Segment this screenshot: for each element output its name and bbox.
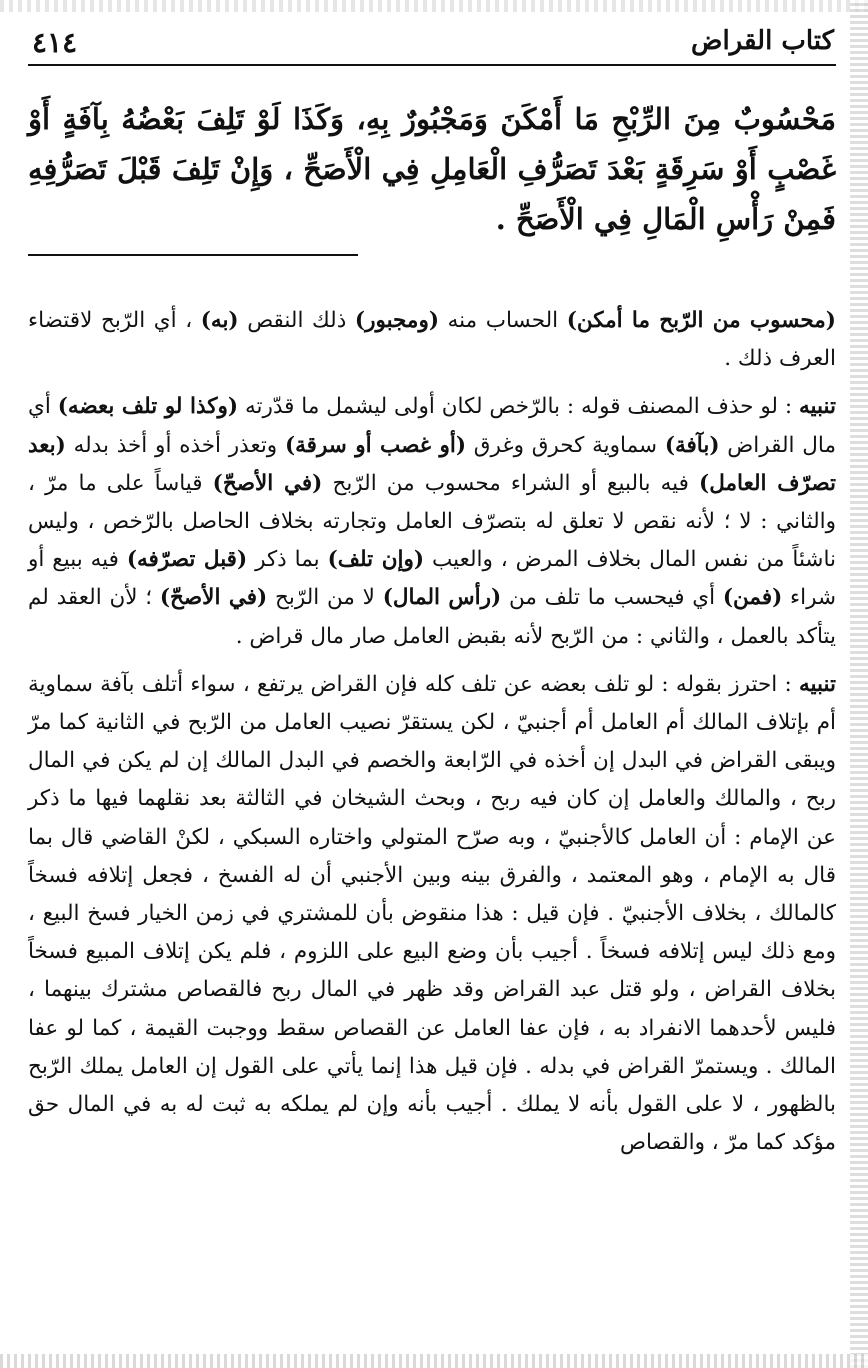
sharh-commentary <box>28 302 836 1162</box>
commentary-text: وتعذر أخذه أو أخذ بدله <box>65 432 285 458</box>
page-scan-edge-right <box>850 0 868 1368</box>
quoted-matn: (قبل تصرّفه) <box>126 547 248 573</box>
commentary-text: قياساً على ما مرّ ، والثاني : لا ؛ لأنه نقص لا تعلق له بتصرّف العامل وتجارته بخلاف الحاصل بالرّخص ، وليس ناشئاً من نفس المال بخلاف المرض ، والعيب <box>28 470 836 573</box>
chapter-title: كتاب القراض <box>691 26 834 56</box>
commentary-text: فيه ببيع أو شراء <box>28 547 836 611</box>
quoted-matn: (بعد تصرّف العامل) <box>28 432 836 496</box>
sharh-paragraph-1 <box>28 302 836 378</box>
commentary-text: الحساب منه <box>439 308 567 333</box>
quoted-matn: (في الأصحّ) <box>212 470 323 496</box>
note-heading: تنبيه <box>799 394 836 420</box>
header-rule <box>28 64 836 66</box>
commentary-text: أي مال القراض <box>28 394 836 458</box>
page-number: ٤١٤ <box>32 26 78 59</box>
quoted-matn: (وإن تلف) <box>327 547 425 573</box>
page-scan-edge-bottom <box>0 1354 868 1368</box>
quoted-matn: (فمن) <box>722 585 783 611</box>
commentary-text: ؛ لأن العقد لم يتأكد بالعمل ، والثاني : من الرّبح لأنه بقبض العامل صار مال قراض . <box>28 585 836 649</box>
commentary-text: ذلك النقص <box>238 308 355 333</box>
quoted-matn: (بآفة) <box>664 432 720 458</box>
commentary-text: بما ذكر <box>247 547 328 573</box>
quoted-matn: (رأس المال) <box>382 585 502 611</box>
matn-text-block <box>28 94 836 244</box>
book-page <box>28 14 836 1156</box>
commentary-text: سماوية كحرق وغرق <box>466 432 665 458</box>
sharh-paragraph-3 <box>28 666 836 1163</box>
quoted-matn: (في الأصحّ) <box>159 585 268 611</box>
footnote-separator <box>28 254 358 256</box>
commentary-text: ، أي الرّبح لاقتضاء العرف ذلك . <box>28 308 836 372</box>
quoted-matn: (به) <box>200 308 239 333</box>
commentary-text: فيه بالبيع أو الشراء محسوب من الرّبح <box>322 470 700 496</box>
quoted-matn: (محسوب من الرّبح ما أمكن) <box>566 308 836 333</box>
matn-paragraph: مَحْسُوبٌ مِنَ الرِّبْحِ مَا أَمْكَنَ وَمَجْبُورٌ بِهِ، وَكَذَا لَوْ تَلِفَ بَعْضُهُ بِآفَةٍ أَوْ غَصْبٍ أَوْ سَرِقَةٍ بَعْدَ تَصَرُّفِ الْعَامِلِ فِي الْأَصَحِّ ، وَإِنْ تَلِفَ قَبْلَ تَصَرُّفِهِ فَمِنْ رَأْسِ الْمَالِ فِي الْأَصَحِّ . <box>28 102 836 236</box>
commentary-text: أي فيحسب ما تلف من <box>501 585 723 611</box>
running-header <box>28 14 836 62</box>
quoted-matn: (ومجبور) <box>354 308 440 333</box>
quoted-matn: (وكذا لو تلف بعضه) <box>57 394 239 420</box>
sharh-paragraph-2 <box>28 388 836 655</box>
commentary-text: : لو حذف المصنف قوله : بالرّخص لكان أولى ليشمل ما قدّرته <box>238 394 800 420</box>
quoted-matn: (أو غصب أو سرقة) <box>284 432 466 458</box>
note-heading: تنبيه <box>799 671 836 697</box>
commentary-text: لا من الرّبح <box>267 585 383 611</box>
page-scan-edge-top <box>0 0 868 12</box>
commentary-text: : احترز بقوله : لو تلف بعضه عن تلف كله فإن القراض يرتفع ، سواء أتلف بآفة سماوية أم بإتلاف المالك أم العامل أم أجنبيّ ، لكن يستقرّ نصيب العامل من الرّبح في الثانية كما مرّ ويبقى القراض في البدل إن أخذه في الرّابعة والخصم في البدل المالك إن لم يكن في المال ربح ، والمالك والعامل إن كان فيه ربح ، وبحث الشيخان في الثالثة بعد نقلهما فيها ما ذكر عن الإمام : أن العامل كالأجنبيّ ، وبه صرّح المتولي واختاره السبكي ، لكنْ القاضي قال بما قال به الإمام ، وهو المعتمد ، والفرق بينه وبين الأجنبي أن له الفسخ ، فجعل إتلافه فسخاً كالمالك ، بخلاف الأجنبيّ . فإن قيل : هذا منقوض بأن للمشتري في زمن الخيار فسخ البيع ، ومع ذلك ليس إتلافه فسخاً . أجيب بأن وضع البيع على اللزوم ، فلم يكن إتلاف المبيع فسخاً بخلاف القراض ، ولو قتل عبد القراض وقد ظهر في المال ربح فالقصاص مشترك بينهما ، فليس لأحدهما الانفراد به ، فإن عفا العامل عن القصاص سقط ووجبت القيمة ، كما لو عفا المالك . ويستمرّ القراض في بدله . فإن قيل هذا إنما يأتي على القول إن العامل يملك الرّبح بالظهور ، لا على القول بأنه لا يملك . أجيب بأنه وإن لم يملكه به ثبت له به في المال حق مؤكد كما مرّ ، والقصاص <box>28 671 836 1156</box>
